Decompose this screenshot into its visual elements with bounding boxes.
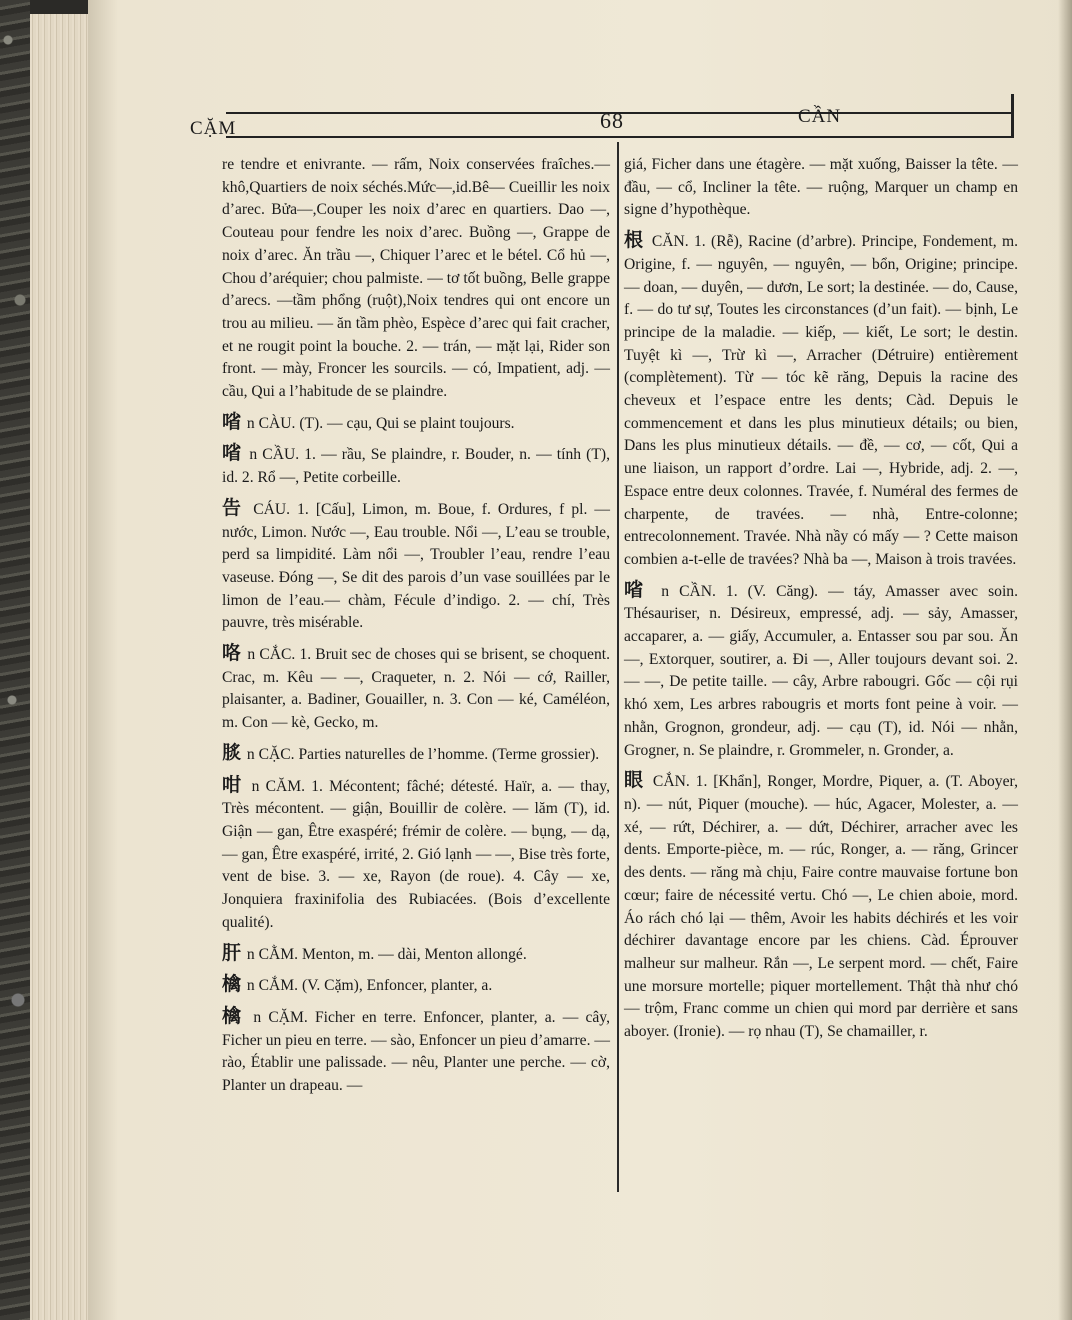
entry-text: giá, Ficher dans une étagère. — mặt xuống, Baisser la tête. — đầu, — cổ, Incliner la tête. — ruộng, Marquer un champ en signe d’hypothèque. [624,156,1018,219]
entry-text: CẮN. 1. [Khẩn], Ronger, Mordre, Piquer, a. (T. Aboyer, n). — nút, Piquer (mouche). — húc, Agacer, Molester, a. — xé, — rứt, Déchirer, a. — dứt, Déchirer, arracher avec les dents. Emporte-pièce, m. — rúc, Ronger, a. — răng, Grincer des dents. — răng mà chịu, Faire contre mauvaise fortune bon cœur; faire de nécessité vertu. Chó —, Le chien aboie, mord. Áo rách chó lại — thêm, Avoir les habits déchirés et les voir déchirer davantage encore par les chiens. Càd. Éprouver malheur sur malheur. Rắn —, Le serpent mord. — chết, Faire une morsure mortelle; piquer mortellement. Thật thà như chó — trộm, Franc comme un chien qui mord par derrière et sans aboyer. (Ironie). — rọ nhau (T), Se chamailler, r. [624,773,1018,1041]
han-character: 根 [624,229,645,252]
entry-text: n CẦU. 1. — rầu, Se plaindre, r. Bouder, n. — tính (T), id. 2. Rổ —, Petite corbeille. [222,446,610,487]
entry-text: n CẶC. Parties naturelles de l’homme. (Terme grossier). [246,745,600,763]
han-character: 檎 [222,1004,245,1027]
entry-continuation [222,154,610,404]
dictionary-entry [222,642,610,735]
marbled-cover-edge [0,0,30,1320]
han-character: 檎 [222,973,242,996]
dictionary-entry [222,742,610,767]
header-right-word: CẦN [798,106,842,127]
entry-text: CĂN. 1. (Rễ), Racine (d’arbre). Principe, Fondement, m. Origine, f. — nguyên, — nguyên, — bổn, Origine; principe. — doan, — duyên, — dươn, Le sort; la destinée. — do, Cause, f. — do tư sự, Toutes les circonstances (d’un fait). — bịnh, Le principe de la maladie. — kiếp, — kiết, Le sort; le destin. Tuyệt kì —, Trừ kì —, Arracher (Détruire) entièrement (complètement). Từ — tóc kẽ răng, Depuis la racine des cheveux et l’espace entre les dents; Càd. Depuis le commencement et dans les plus minutieux détails; ou bien, Dans les plus minutieux détails. — đề, — cơ, — cốt, Qui a une liaison, un rapport d’ordre. Lai —, Hybride, adj. 2. —, Espace entre deux colonnes. Travée, f. Numéral des fermes de charpente, de travées. — nhà, Entre-colonne; entrecolonnement. Travée. Nhà nầy có mấy — ? Cette maison combien a-t-elle de travées? Nhà ba —, Maison à trois travées. [624,233,1018,568]
han-character: 咁 [222,773,244,796]
entry-text: n CĂM. 1. Mécontent; fâché; détesté. Haïr, a. — thay, Très mécontent. — giận, Bouillir de colère. — lăm (T), id. Giận — gan, Être exaspéré; frémir de colère. — bụng, — dạ, — gan, Être exaspéré, irrité, 2. Gió lạnh — —, Bise très forte, vent de bise. 3. — xe, Rayon (de roue). 4. Cây — xe, Jonquiera fraxinifolia des Rubiacées. (Bois d’excellente qualité). [222,777,610,931]
dictionary-entry [222,442,610,489]
han-character: 眼 [624,769,646,792]
entry-continuation [624,154,1018,222]
page-edges [30,14,92,1320]
dictionary-entry [222,973,610,998]
entry-text: n CẮM. (V. Cặm), Enfoncer, planter, a. [246,977,493,995]
page-number: 68 [600,108,624,133]
entry-text: re tendre et enivrante. — rấm, Noix conservées fraîches.—khô,Quartiers de noix séchés.Mức—,id.Bê— Cueillir les noix d’arec. Bửa—,Couper les noix d’arec en quartiers. Dao —, Couteau pour fendre les noix d’arec. Buồng —, Grappe de noix d’arec. Ăn trầu —, Chiquer l’arec et le bétel. Cổ hủ —, Chou d’aréquier; chou palmiste. — tơ tốt buồng, Belle grappe d’arecs. —tầm phổng (ruột),Noix tendres qui ont encore un trou au milieu. — ăn tầm phèo, Espèce d’arec qui fait cracher, et ne rougit point la bouche. 2. — trán, — mặt lại, Rider son front. — mày, Froncer les sourcils. — có, Impatient, adj. — cầu, Qui a l’habitude de se plaindre. [222,156,610,401]
entry-text: n CẶM. Ficher en terre. Enfoncer, planter, a. — cây, Ficher un pieu en terre. — sào, Enfoncer un pieu d’amarre. — rào, Établir une palissade. — nêu, Planter une perche. — cờ, Planter un drapeau. — [222,1008,610,1095]
dictionary-entry [222,497,610,635]
han-character: 㗂 [222,442,243,465]
entry-text: n CÀU. (T). — cạu, Qui se plaint toujours. [246,414,515,432]
dictionary-entry [624,769,1018,1043]
right-column [624,154,1018,1051]
dictionary-entry [222,1005,610,1098]
han-character: 㗂 [222,410,242,433]
header-rule-bottom [226,136,1014,138]
han-character: 𦜡 [222,741,242,764]
dictionary-entry [222,411,610,436]
dictionary-entry [624,229,1018,572]
dictionary-entry [222,942,610,967]
left-column [222,154,610,1105]
page-shadow [1058,0,1072,1320]
han-character: 告 [222,496,245,519]
entry-text: CÁU. 1. [Cấu], Limon, m. Boue, f. Ordures, f pl. — nước, Limon. Nước —, Eau trouble. Nổi —, L’eau se trouble, perd sa limpidité. Làm nổi —, Troubler l’eau, rendre l’eau vaseuse. Đóng —, Se dit des parois d’un vase souillées par le limon de l’eau.— chàm, Fécule d’indigo. 2. — chí, Très pauvre, très misérable. [222,500,610,632]
han-character: 肝 [222,941,242,964]
entry-text: n CẰM. Menton, m. — dài, Menton allongé. [246,945,527,963]
column-divider [617,142,619,1192]
header-left-word: CẶM [190,118,237,139]
dictionary-entry [222,774,610,935]
header-rule-end [1011,94,1014,136]
han-character: 㗂 [624,578,650,601]
dictionary-entry [624,579,1018,763]
entry-text: n CẮC. 1. Bruit sec de choses qui se brisent, se choquent. Crac, m. Kêu — —, Craqueter, n. 2. Nói — cớ, Railler, plaisanter, a. Badiner, Gouailler, n. 3. Con — ké, Caméléon, m. Con — kè, Gecko, m. [222,646,610,732]
han-character: 咯 [222,642,242,665]
entry-text: n CẦN. 1. (V. Căng). — táy, Amasser avec soin. Thésauriser, n. Désireux, empressé, adj. — sảy, Amasser, accaparer, a. — giấy, Accumuler, a. Entasser sou par sou. Ăn —, Extorquer, soutirer, a. Đi —, Aller toujours devant soi. 2. — —, De petite taille. — cây, Arbre rabougri. Gốc — cội rụi khó xem, Les arbres rabougris et morts font peine à voir. — nhằn, Grognon, grondeur, adj. — cạu (T), id. Nói — nhằn, Grogner, n. Se plaindre, r. Grommeler, n. Gronder, a. [624,582,1018,759]
